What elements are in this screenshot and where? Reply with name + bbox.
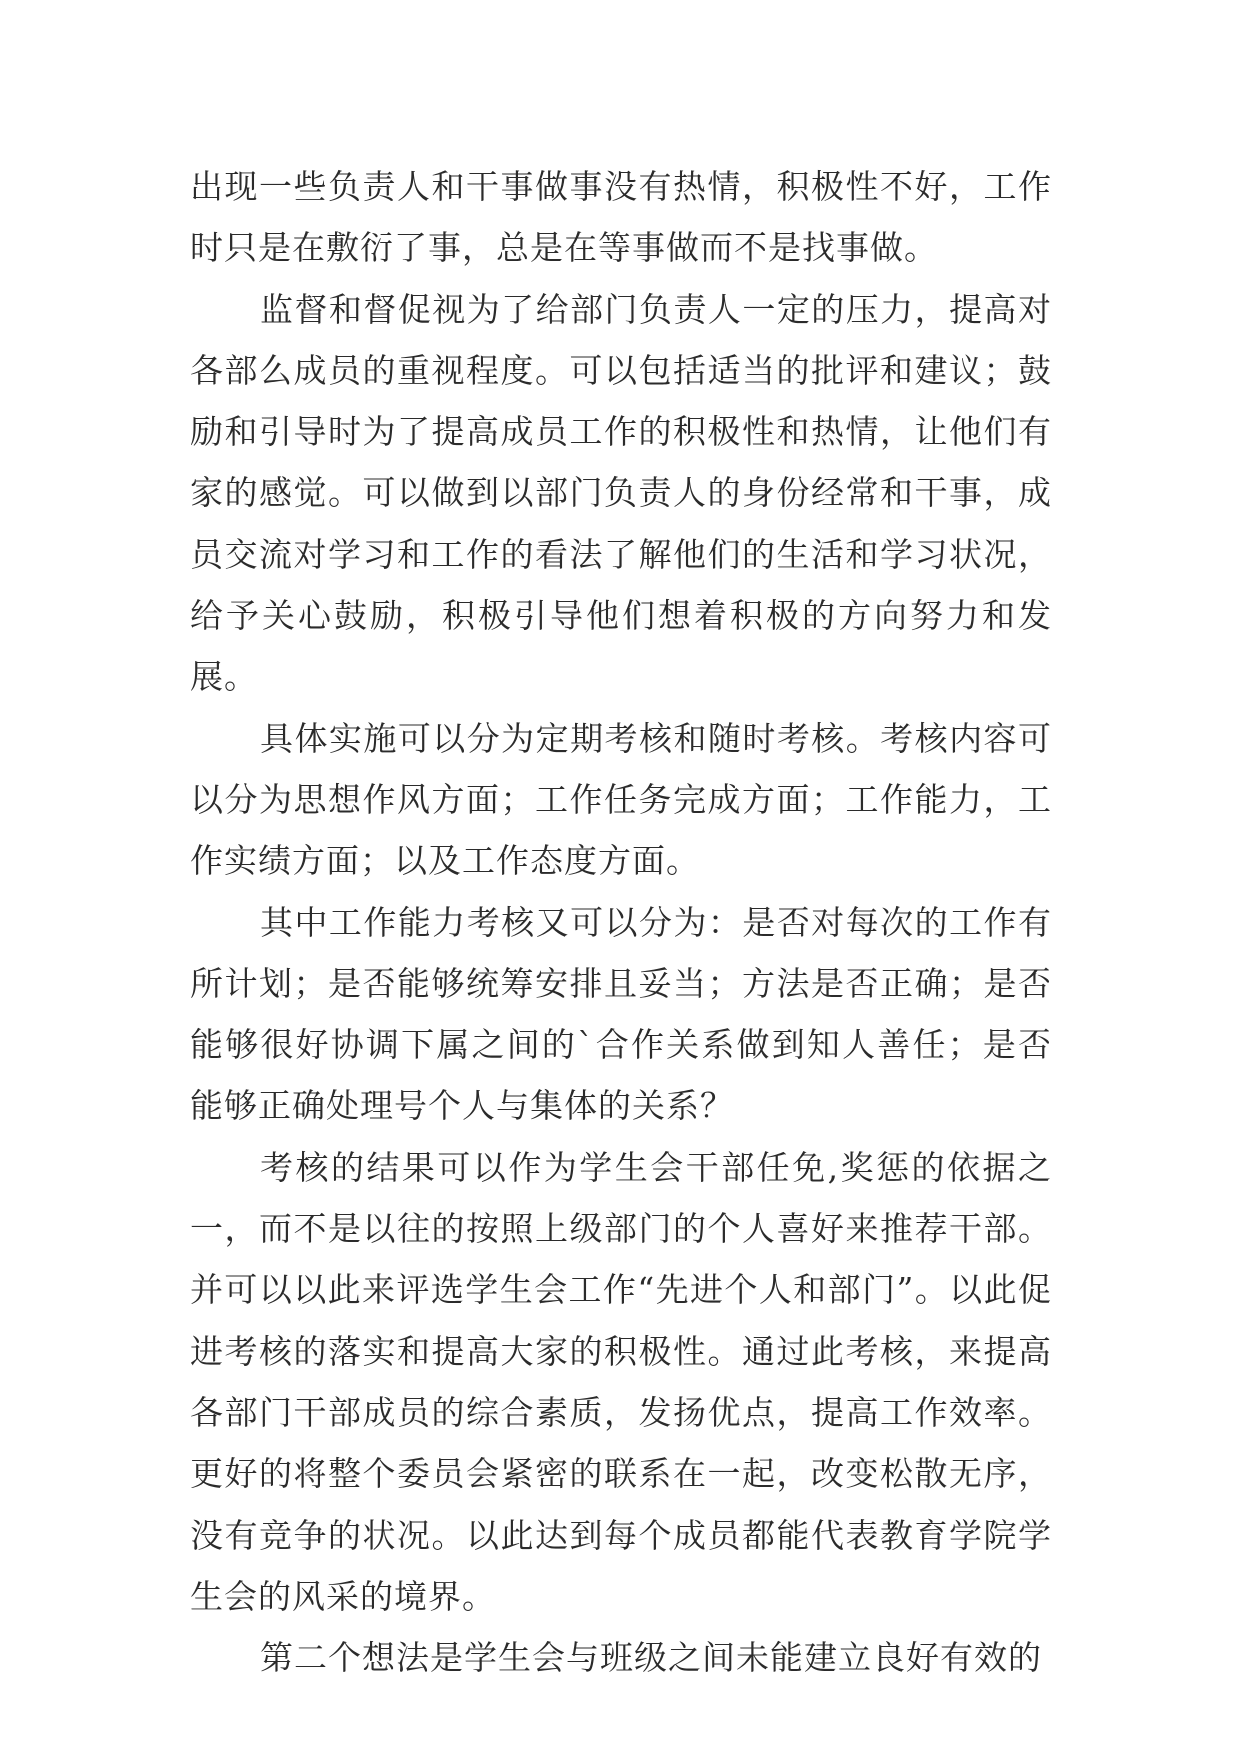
paragraph-2: 监督和督促视为了给部门负责人一定的压力，提高对各部么成员的重视程度。可以包括适当的批评和建议；鼓励和引导时为了提高成员工作的积极性和热情，让他们有家的感觉。可以做到以部门负责人的身份经常和干事，成员交流对学习和工作的看法了解他们的生活和学习状况，给予关心鼓励，积极引导他们想着积极的方向努力和发展。	[190, 289, 1052, 697]
paragraph-6: 第二个想法是学生会与班级之间未能建立良好有效的	[260, 1638, 1042, 1678]
paragraph-4: 其中工作能力考核又可以分为：是否对每次的工作有所计划；是否能够统筹安排且妥当；方法是否正确；是否能够很好协调下属之间的`合作关系做到知人善任；是否能够正确处理号个人与集体的关系？	[190, 902, 1052, 1126]
paragraph-3: 具体实施可以分为定期考核和随时考核。考核内容可以分为思想作风方面；工作任务完成方面；工作能力，工作实绩方面；以及工作态度方面。	[190, 718, 1052, 881]
document-body	[190, 156, 1052, 1688]
paragraph-1: 出现一些负责人和干事做事没有热情，积极性不好，工作时只是在敷衍了事，总是在等事做而不是找事做。	[190, 167, 1052, 268]
paragraph-5: 考核的结果可以作为学生会干部任免,奖惩的依据之一，而不是以往的按照上级部门的个人喜好来推荐干部。并可以以此来评选学生会工作“先进个人和部门”。以此促进考核的落实和提高大家的积极性。通过此考核，来提高各部门干部成员的综合素质，发扬优点，提高工作效率。更好的将整个委员会紧密的联系在一起，改变松散无序，没有竞争的状况。以此达到每个成员都能代表教育学院学生会的风采的境界。	[190, 1147, 1052, 1616]
